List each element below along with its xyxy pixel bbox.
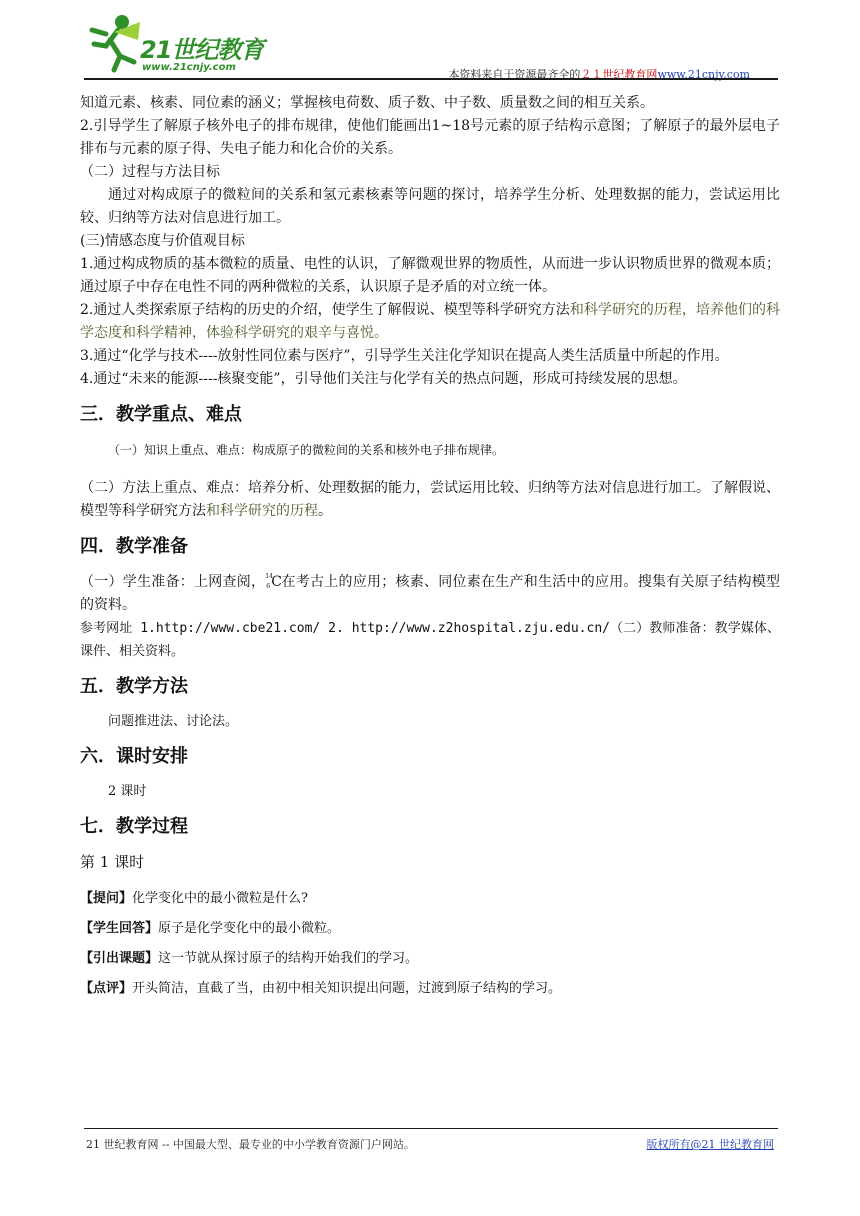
isotope-element: C [271,574,282,590]
intro-text: 这一节就从探讨原子的结构开始我们的学习。 [158,951,419,966]
isotope-notation [265,571,281,594]
document-body [80,92,780,1008]
section-4-p1 [80,571,780,617]
question-line [80,888,780,910]
section-4-p1-b: 在考古上的应用；核素、同位素在生产和生活中的应用。搜集有关原子结构模型的资料。 [80,574,780,613]
header-divider [84,78,778,80]
comment-line [80,978,780,1000]
section-3-p2-a: （二）方法上重点、难点：培养分析、处理数据的能力，尝试运用比较、归纳等方法对信息进行加工。了解假说、模型等科学研究方法 [80,480,780,519]
question-text: 化学变化中的最小微粒是什么? [132,891,308,906]
section-3-title: 三．教学重点、难点 [80,404,242,425]
intro-line [80,948,780,970]
emotion-item-1: 1.通过构成物质的基本微粒的质量、电性的认识，了解微观世界的物质性，从而进一步认识物质世界的微观本质；通过原子中存在电性不同的两种微粒的关系，认识原子是矛盾的对立统一体。 [80,256,780,295]
isotope-number: 6 [266,583,271,590]
footer-divider [84,1128,778,1129]
section-4-p1-a: （一）学生准备：上网查阅， [80,574,266,590]
source-site-name[interactable]: ２１世纪教育网 [580,68,658,81]
process-goal-title: （二）过程与方法目标 [80,164,220,180]
source-site-url[interactable]: www.21cnjy.com [657,68,750,81]
answer-line [80,918,780,940]
section-7-title: 七．教学过程 [80,816,188,837]
section-6-title: 六．课时安排 [80,746,188,767]
source-prefix: 本资料来自于资源最齐全的 [448,68,581,81]
emotion-item-2 [80,299,780,345]
lesson-label: 第 1 课时 [80,853,145,871]
emotion-goal-title: (三)情感态度与价值观目标 [80,233,245,249]
section-3-p2-b: 和科学研究的历程 [206,503,318,519]
section-3-p2 [80,477,780,523]
footer-left-text: 21 世纪教育网 -- 中国最大型、最专业的中小学教育资源门户网站。 [86,1138,415,1151]
emotion-item-3: 3.通过“化学与技术----放射性同位素与医疗”，引导学生关注化学知识在提高人类生活质量中所起的作用。 [80,348,729,364]
section-5-text: 问题推进法、讨论法。 [108,714,239,729]
section-3-p1: （一）知识上重点、难点：构成原子的微粒间的关系和核外电子排布规律。 [108,443,505,457]
comment-tag: 【点评】 [80,981,133,996]
page-header [0,0,860,86]
site-logo[interactable] [84,12,284,76]
answer-text: 原子是化学变化中的最小微粒。 [158,921,341,936]
footer-copyright-link[interactable]: 版权所有@21 世纪教育网 [646,1138,774,1151]
question-tag: 【提问】 [80,891,133,906]
section-5-title: 五．教学方法 [80,676,188,697]
intro-tag: 【引出课题】 [80,951,159,966]
process-goal-text: 通过对构成原子的微粒间的关系和氢元素核素等问题的探讨，培养学生分析、处理数据的能力，尝试运用比较、归纳等方法对信息进行加工。 [80,187,780,226]
emotion-item-2-a: 2.通过人类探索原子结构的历史的介绍，使学生了解假说、模型等科学研究方法 [80,302,570,318]
section-3-p2-c: 。 [318,503,332,519]
goal-line-2: 2.引导学生了解原子核外电子的排布规律，使他们能画出1~18号元素的原子结构示意图；了解原子的最外层电子排布与元素的原子得、失电子能力和化合价的关系。 [80,118,780,157]
runner-icon [84,12,144,76]
logo-text: 21世纪教育 [140,36,264,64]
emotion-item-2-b: 和科学研究的历程，培养他们的科学态度和科学精神，体验科学研究的艰辛与喜悦。 [80,302,780,341]
answer-tag: 【学生回答】 [80,921,159,936]
goal-line-1: 知道元素、核素、同位素的涵义；掌握核电荷数、质子数、中子数、质量数之间的相互关系。 [80,95,654,111]
section-6-text: 2 课时 [108,784,147,799]
emotion-item-4: 4.通过“未来的能源----核聚变能”，引导他们关注与化学有关的热点问题，形成可持续发展的思想。 [80,371,687,387]
logo-url: www.21cnjy.com [142,62,236,73]
isotope-mass: 14 [265,573,273,580]
section-4-title: 四．教学准备 [80,536,188,557]
comment-text: 开头简洁，直截了当，由初中相关知识提出问题，过渡到原子结构的学习。 [132,981,562,996]
section-4-p2: 参考网址 1.http://www.cbe21.com/ 2. http://www.z2hospital.zju.edu.cn/（二）教师准备：教学媒体、课件、相关资料。 [80,621,780,659]
